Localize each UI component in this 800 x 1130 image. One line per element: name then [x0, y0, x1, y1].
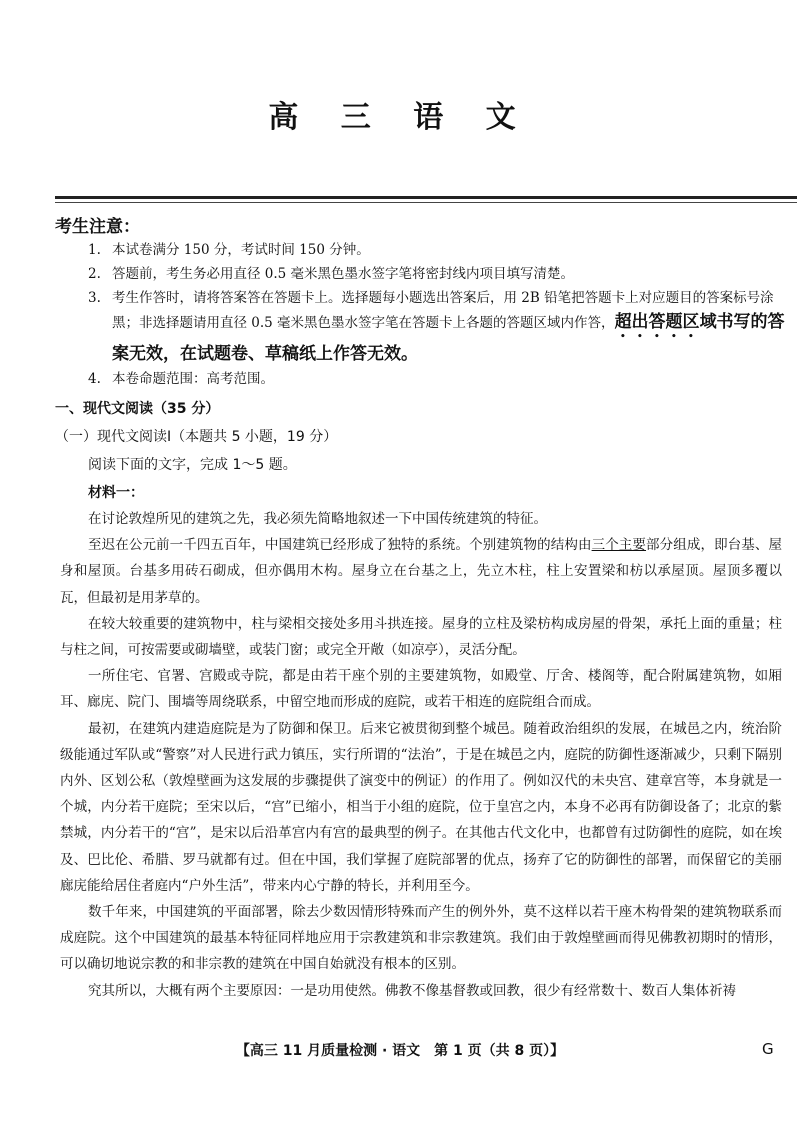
paragraph: 数千年来，中国建筑的平面部署，除去少数因情形特殊而产生的例外外，莫不这样以若干座木构骨架的建筑物联系而成庭院。这个中国建筑的最基本特征同样地应用于宗教建筑和非宗教建筑。我们由于敦煌壁画而得见佛教初期时的情形，可以确切地说宗教的和非宗教的建筑在中国自始就没有根本的区别。 [60, 904, 782, 973]
material-label: 材料一： [88, 485, 144, 501]
paragraph-part: 部分组成，即台基、屋身和屋顶。台基多用砖石砌成，但亦偶用木构。屋身立在台基之上，先立木柱，柱上安置梁和枋以承屋顶。屋顶多覆以瓦，但最初是用茅草的。 [60, 537, 783, 606]
header-rule-thin [55, 202, 797, 203]
paper-code: G [762, 1040, 774, 1058]
notice-emphasis: 超出答题区 [614, 312, 700, 332]
notice-num: 4. [88, 371, 101, 387]
paragraph: 究其所以，大概有两个主要原因：一是功用使然。佛教不像基督教或回教，很少有经常数十、数百人集体祈祷 [88, 982, 736, 999]
notice-item [88, 262, 788, 286]
notice-heading: 考生注意： [55, 217, 140, 237]
page-title: 高 三 语 文 [268, 100, 532, 135]
notice-text: 答题前，考生务必用直径 0.5 毫米黑色墨水签字笔将密封线内项目填写清楚。 [112, 266, 575, 282]
subsection-heading: （一）现代文阅读Ⅰ（本题共 5 小题，19 分） [55, 429, 338, 445]
paragraph-part: 至迟在公元前一千四五百年，中国建筑已经形成了独特的系统。个别建筑物的结构由 [88, 537, 592, 554]
instruction: 阅读下面的文字，完成 1～5 题。 [88, 457, 297, 473]
notice-item [88, 286, 788, 367]
notice-list [88, 238, 788, 391]
paragraph: 一所住宅、官署、宫殿或寺院，都是由若干座个别的主要建筑物，如殿堂、厅舍、楼阁等，配合附属建筑物，如厢耳、廊庑、院门、围墙等周绕联系，中留空地而形成的庭院，或若干相连的庭院组合而成。 [60, 668, 782, 711]
notice-emphasis-cont: 域书写的答案无效，在试题卷、草稿纸上作答无效。 [112, 312, 785, 364]
paragraph: 在讨论敦煌所见的建筑之先，我必须先简略地叙述一下中国传统建筑的特征。 [88, 511, 547, 527]
notice-item [88, 238, 788, 262]
notice-num: 1. [88, 242, 101, 258]
underlined-text: 三个主要 [591, 537, 647, 554]
reading-passage [60, 506, 782, 1004]
header-rule [55, 196, 797, 199]
notice-item [88, 367, 788, 391]
section-heading: 一、现代文阅读（35 分） [55, 401, 220, 417]
paragraph: 最初，在建筑内建造庭院是为了防御和保卫。后来它被贯彻到整个城邑。随着政治组织的发展，在城邑之内，统治阶级能通过军队或“警察”对人民进行武力镇压，实行所谓的“法治”，于是在城邑之内，庭院的防御性逐渐减少，只剩下隔别内外、区划公私（敦煌壁画为这发展的步骤提供了演变中的例证）的作用了。例如汉代的未央宫、建章宫等，本身就是一个城，内分若干庭院；至宋以后，“宫”已缩小，相当于小组的庭院，位于皇宫之内，本身不必再有防御设备了；北京的紫禁城，内分若干的“宫”，是宋以后沿革宫内有宫的最典型的例子。在其他古代文化中，也都曾有过防御性的庭院，如在埃及、巴比伦、希腊、罗马就都有过。但在中国，我们掌握了庭院部署的优点，扬弃了它的防御性的部署，而保留它的美丽廊庑能给居住者庭内“户外生活”，带来内心宁静的特长，并利用至今。 [60, 720, 782, 894]
paragraph [60, 532, 782, 611]
notice-num: 2. [88, 266, 101, 282]
notice-num: 3. [88, 290, 101, 306]
notice-text: 本卷命题范围：高考范围。 [112, 371, 274, 387]
notice-text: 本试卷满分 150 分，考试时间 150 分钟。 [112, 242, 370, 258]
page-footer: 【高三 11 月质量检测 · 语文 第 1 页（共 8 页）】 [235, 1043, 565, 1059]
notice-text: 考生作答时，请将答案答在答题卡上。选择题每小题选出答案后，用 2B 铅笔把答题卡上对应题目的答案标号涂黑；非选择题请用直径 0.5 毫米黑色墨水签字笔在答题卡上各题的答题区域内作答， [112, 290, 774, 331]
paragraph: 在较大较重要的建筑物中，柱与梁相交接处多用斗拱连接。屋身的立柱及梁枋构成房屋的骨架，承托上面的重量；柱与柱之间，可按需要或砌墙壁，或装门窗；或完全开敞（如凉亭），灵活分配。 [60, 615, 782, 659]
